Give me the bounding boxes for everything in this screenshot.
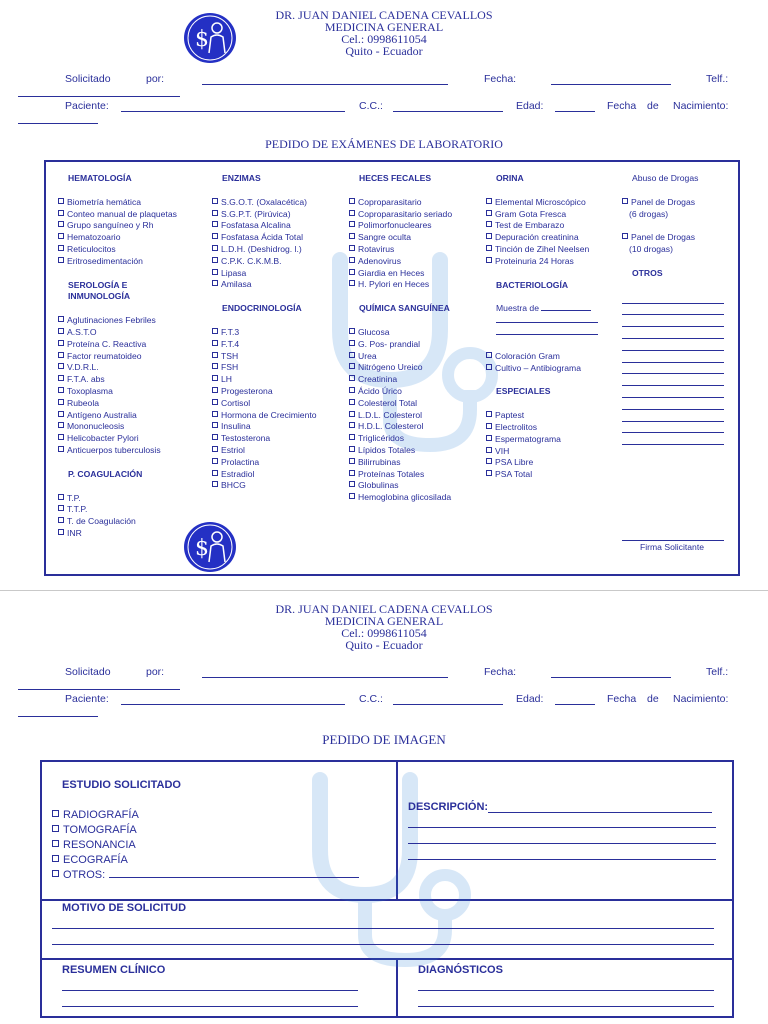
lab-item[interactable]: C.P.K. C.K.M.B. bbox=[212, 256, 317, 268]
especiales-heading: ESPECIALES bbox=[496, 386, 551, 397]
lab-item[interactable]: Polimorfonucleares bbox=[349, 220, 452, 232]
lab-item[interactable]: VIH bbox=[486, 446, 598, 458]
lab-item[interactable]: Creatinina bbox=[349, 374, 452, 386]
lab-item[interactable]: Antígeno Australia bbox=[58, 410, 177, 422]
descripcion-line[interactable] bbox=[408, 827, 716, 828]
otros-line[interactable] bbox=[622, 327, 724, 339]
edad-label: Edad: bbox=[516, 693, 544, 705]
fecha-label: Fecha: bbox=[484, 73, 517, 85]
lab-item[interactable]: Hematozoario bbox=[58, 232, 177, 244]
orina-heading: ORINA bbox=[496, 173, 524, 183]
lab-item[interactable]: Fosfatasa Alcalina bbox=[212, 220, 317, 232]
lab-item[interactable]: Lipasa bbox=[212, 268, 317, 280]
fecha-field[interactable] bbox=[551, 84, 671, 85]
lab-item[interactable]: TSH bbox=[212, 351, 317, 363]
lab-item[interactable]: Hormona de Crecimiento bbox=[212, 410, 317, 422]
imagen-item[interactable]: ECOGRAFÍA bbox=[52, 853, 359, 868]
imagen-item[interactable]: RESONANCIA bbox=[52, 838, 359, 853]
imagen-title: PEDIDO DE IMAGEN bbox=[322, 732, 446, 747]
lab-item[interactable]: Bilirrubinas bbox=[349, 457, 452, 469]
otros-line[interactable] bbox=[622, 363, 724, 375]
diagnosticos-heading: DIAGNÓSTICOS bbox=[418, 964, 503, 976]
specialty: MEDICINA GENERAL bbox=[324, 614, 444, 628]
cc-label: C.C.: bbox=[359, 100, 383, 112]
imagen-otros-label: OTROS: bbox=[63, 869, 106, 881]
paciente-label: Paciente: bbox=[65, 100, 109, 112]
city: Quito - Ecuador bbox=[345, 44, 423, 58]
lab-item[interactable]: Nitrógeno Ureico bbox=[349, 362, 452, 374]
lab-item[interactable]: Lípidos Totales bbox=[349, 445, 452, 457]
page-divider bbox=[0, 590, 768, 591]
lab-item[interactable]: Paptest bbox=[486, 410, 598, 422]
lab-item[interactable]: F.T.A. abs bbox=[58, 374, 177, 386]
otros-line[interactable] bbox=[622, 339, 724, 351]
col-orina bbox=[486, 173, 598, 481]
lab-item[interactable]: Coproparasitario bbox=[349, 197, 452, 209]
lab-title: PEDIDO DE EXÁMENES DE LABORATORIO bbox=[265, 137, 503, 151]
lab-item[interactable]: Amilasa bbox=[212, 279, 317, 291]
solicitado-label: Solicitado bbox=[65, 666, 111, 678]
edad-field[interactable] bbox=[555, 704, 595, 705]
lab-item[interactable]: T. de Coagulación bbox=[58, 516, 177, 528]
descripcion-line[interactable] bbox=[408, 859, 716, 860]
descripcion-field[interactable] bbox=[488, 812, 712, 813]
lab-item[interactable]: Glucosa bbox=[349, 327, 452, 339]
de-label: de bbox=[647, 100, 659, 112]
lab-item[interactable]: Test de Embarazo bbox=[486, 220, 598, 232]
endocrinologia-heading: ENDOCRINOLOGÍA bbox=[222, 303, 302, 314]
lab-item[interactable]: Proteinuria 24 Horas bbox=[486, 256, 598, 268]
lab-item[interactable]: Anticuerpos tuberculosis bbox=[58, 445, 177, 457]
otros-heading: OTROS bbox=[632, 267, 663, 278]
lab-item[interactable]: Aglutinaciones Febriles bbox=[58, 315, 177, 327]
lab-item[interactable]: G. Pos- prandial bbox=[349, 339, 452, 351]
col-heces bbox=[349, 173, 452, 504]
estudio-list bbox=[52, 808, 359, 883]
lab-item[interactable]: Electrolitos bbox=[486, 422, 598, 434]
paciente-label: Paciente: bbox=[65, 693, 109, 705]
muestra-field[interactable] bbox=[541, 303, 591, 311]
muestra-line-2[interactable] bbox=[496, 315, 598, 323]
lab-item[interactable]: Conteo manual de plaquetas bbox=[58, 209, 177, 221]
lab-item[interactable]: PSA Total bbox=[486, 469, 598, 481]
lab-item[interactable]: H.D.L. Colesterol bbox=[349, 421, 452, 433]
fecha-nac-label: Fecha bbox=[607, 100, 637, 112]
lab-item[interactable]: BHCG bbox=[212, 480, 317, 492]
imagen-otros-field[interactable] bbox=[109, 868, 359, 878]
nacimiento-field[interactable] bbox=[18, 123, 98, 124]
lab-item[interactable]: Factor reumatoideo bbox=[58, 351, 177, 363]
lab-item[interactable]: Elemental Microscópico bbox=[486, 197, 598, 209]
nacimiento-field[interactable] bbox=[18, 716, 98, 717]
quimica-heading: QUÍMICA SANGUÍNEA bbox=[359, 303, 450, 314]
muestra-line-3[interactable] bbox=[496, 327, 598, 335]
lab-item[interactable]: Mononucleosis bbox=[58, 421, 177, 433]
lab-item[interactable]: Giardia en Heces bbox=[349, 268, 452, 280]
solicitado-field[interactable] bbox=[202, 677, 448, 678]
lab-item[interactable]: Coloración Gram bbox=[486, 351, 598, 363]
lab-item[interactable]: Estradiol bbox=[212, 469, 317, 481]
lab-item[interactable]: Rubeola bbox=[58, 398, 177, 410]
lab-item[interactable]: Prolactina bbox=[212, 457, 317, 469]
lab-item[interactable]: Sangre oculta bbox=[349, 232, 452, 244]
solicitado-label: Solicitado bbox=[65, 73, 111, 85]
telf-label: Telf.: bbox=[706, 73, 729, 85]
fecha-label: Fecha: bbox=[484, 666, 517, 678]
paciente-field[interactable] bbox=[121, 111, 345, 112]
otros-line[interactable] bbox=[622, 422, 724, 434]
diagnosticos-line[interactable] bbox=[418, 990, 714, 991]
imagen-item[interactable]: TOMOGRAFÍA bbox=[52, 823, 359, 838]
firma-line[interactable] bbox=[622, 540, 724, 541]
otros-line[interactable] bbox=[622, 410, 724, 422]
lab-item[interactable]: Espermatograma bbox=[486, 434, 598, 446]
lab-item[interactable]: Biometría hemática bbox=[58, 197, 177, 209]
heces-heading: HECES FECALES bbox=[359, 173, 432, 183]
telf-field[interactable] bbox=[18, 689, 180, 690]
motivo-line[interactable] bbox=[52, 928, 714, 929]
cc-field[interactable] bbox=[393, 704, 503, 705]
svg-text:$: $ bbox=[195, 536, 209, 561]
lab-item[interactable]: Tinción de Zihel Neelsen bbox=[486, 244, 598, 256]
motivo-heading: MOTIVO DE SOLICITUD bbox=[62, 902, 187, 914]
phone: Cel.: 0998611054 bbox=[341, 32, 427, 46]
lab-item[interactable]: Testosterona bbox=[212, 433, 317, 445]
lab-item[interactable]: Toxoplasma bbox=[58, 386, 177, 398]
lab-item[interactable]: Eritrosedimentación bbox=[58, 256, 177, 268]
otros-line[interactable] bbox=[622, 304, 724, 316]
de-label: de bbox=[647, 693, 659, 705]
otros-line[interactable] bbox=[622, 315, 724, 327]
motivo-line[interactable] bbox=[52, 944, 714, 945]
lab-item[interactable]: Rotavirus bbox=[349, 244, 452, 256]
lab-item[interactable]: S.G.P.T. (Pirúvica) bbox=[212, 209, 317, 221]
otros-line[interactable] bbox=[622, 292, 724, 304]
lab-item[interactable]: PSA Libre bbox=[486, 457, 598, 469]
lab-item[interactable]: F.T.3 bbox=[212, 327, 317, 339]
lab-item[interactable]: H. Pylori en Heces bbox=[349, 279, 452, 291]
lab-item[interactable]: Hemoglobina glicosilada bbox=[349, 492, 452, 504]
bacteriologia-heading: BACTERIOLOGÍA bbox=[496, 279, 569, 290]
lab-item[interactable]: Gram Gota Fresca bbox=[486, 209, 598, 221]
lab-item[interactable]: Coproparasitario seriado bbox=[349, 209, 452, 221]
doctor-header bbox=[0, 9, 768, 57]
cc-field[interactable] bbox=[393, 111, 503, 112]
lab-item[interactable]: Reticulocitos bbox=[58, 244, 177, 256]
estudio-heading: ESTUDIO SOLICITADO bbox=[62, 779, 181, 791]
por-label: por: bbox=[146, 666, 165, 678]
enzimas-heading: ENZIMAS bbox=[222, 173, 261, 183]
nacimiento-label: Nacimiento: bbox=[673, 693, 729, 705]
lab-item[interactable]: Proteínas Totales bbox=[349, 469, 452, 481]
specialty: MEDICINA GENERAL bbox=[324, 20, 444, 34]
muestra-label: Muestra de bbox=[496, 303, 539, 314]
firma-label: Firma Solicitante bbox=[640, 542, 704, 552]
serologia-heading-2: INMUNOLOGÍA bbox=[68, 291, 131, 302]
lab-item[interactable]: Depuración creatinina bbox=[486, 232, 598, 244]
lab-item[interactable]: V.D.R.L. bbox=[58, 362, 177, 374]
lab-item[interactable]: L.D.L. Colesterol bbox=[349, 410, 452, 422]
fecha-nac-label: Fecha bbox=[607, 693, 637, 705]
coagulacion-heading: P. COAGULACIÓN bbox=[68, 468, 143, 479]
lab-item[interactable]: Urea bbox=[349, 351, 452, 363]
lab-item[interactable]: Fosfatasa Ácida Total bbox=[212, 232, 317, 244]
svg-text:$: $ bbox=[195, 27, 209, 52]
otros-line[interactable] bbox=[622, 433, 724, 445]
lab-item[interactable]: LH bbox=[212, 374, 317, 386]
imagen-otros[interactable] bbox=[52, 868, 359, 883]
doctor-name: DR. JUAN DANIEL CADENA CEVALLOS bbox=[275, 602, 493, 616]
panel1-note: (6 drogas) bbox=[629, 208, 669, 219]
paciente-field[interactable] bbox=[121, 704, 345, 705]
telf-field[interactable] bbox=[18, 96, 180, 97]
telf-label: Telf.: bbox=[706, 666, 729, 678]
lab-item[interactable]: Grupo sanguíneo y Rh bbox=[58, 220, 177, 232]
cc-label: C.C.: bbox=[359, 693, 383, 705]
drogas-heading: Abuso de Drogas bbox=[632, 173, 699, 183]
lab-item[interactable]: L.D.H. (Deshidrog. l.) bbox=[212, 244, 317, 256]
solicitado-field[interactable] bbox=[202, 84, 448, 85]
lab-item[interactable]: Cultivo – Antibiograma bbox=[486, 363, 598, 375]
descripcion-line[interactable] bbox=[408, 843, 716, 844]
lab-item[interactable]: Insulina bbox=[212, 421, 317, 433]
doctor-name: DR. JUAN DANIEL CADENA CEVALLOS bbox=[275, 8, 493, 22]
lab-item[interactable]: INR bbox=[58, 528, 177, 540]
muestra-row bbox=[486, 303, 598, 315]
lab-item[interactable]: Triglicéridos bbox=[349, 433, 452, 445]
lab-item[interactable]: Colesterol Total bbox=[349, 398, 452, 410]
descripcion-heading: DESCRIPCIÓN: bbox=[408, 801, 489, 813]
lab-item[interactable]: Globulinas bbox=[349, 480, 452, 492]
lab-item[interactable]: FSH bbox=[212, 362, 317, 374]
lab-item[interactable]: Estriol bbox=[212, 445, 317, 457]
otros-line[interactable] bbox=[622, 386, 724, 398]
otros-line[interactable] bbox=[622, 374, 724, 386]
lab-item[interactable]: T.T.P. bbox=[58, 504, 177, 516]
lab-item[interactable]: Cortisol bbox=[212, 398, 317, 410]
serologia-heading-1: SEROLOGÍA E bbox=[68, 279, 128, 290]
lab-item[interactable]: Ácido Úrico bbox=[349, 386, 452, 398]
col-drogas bbox=[622, 173, 724, 445]
medical-logo-icon bbox=[184, 522, 236, 572]
por-label: por: bbox=[146, 73, 165, 85]
otros-line[interactable] bbox=[622, 398, 724, 410]
lab-item[interactable]: Progesterona bbox=[212, 386, 317, 398]
lab-item[interactable]: Panel de Drogas bbox=[622, 232, 724, 244]
city: Quito - Ecuador bbox=[345, 638, 423, 652]
otros-line[interactable] bbox=[622, 351, 724, 363]
lab-item[interactable]: Helicobacter Pylori bbox=[58, 433, 177, 445]
phone: Cel.: 0998611054 bbox=[341, 626, 427, 640]
lab-item[interactable]: F.T.4 bbox=[212, 339, 317, 351]
diagnosticos-line[interactable] bbox=[418, 1006, 714, 1007]
imagen-item[interactable]: RADIOGRAFÍA bbox=[52, 808, 359, 823]
lab-item[interactable]: Proteína C. Reactiva bbox=[58, 339, 177, 351]
lab-item[interactable]: A.S.T.O bbox=[58, 327, 177, 339]
lab-item[interactable]: Panel de Drogas bbox=[622, 197, 724, 209]
lab-item[interactable]: Adenovirus bbox=[349, 256, 452, 268]
lab-item[interactable]: T.P. bbox=[58, 493, 177, 505]
col-enzimas bbox=[212, 173, 317, 492]
resumen-line[interactable] bbox=[62, 1006, 358, 1007]
edad-label: Edad: bbox=[516, 100, 544, 112]
col-hematologia bbox=[58, 173, 177, 540]
panel2-note: (10 drogas) bbox=[629, 244, 673, 255]
nacimiento-label: Nacimiento: bbox=[673, 100, 729, 112]
edad-field[interactable] bbox=[555, 111, 595, 112]
resumen-line[interactable] bbox=[62, 990, 358, 991]
lab-item[interactable]: S.G.O.T. (Oxalacética) bbox=[212, 197, 317, 209]
hematologia-heading: HEMATOLOGÍA bbox=[68, 173, 132, 183]
fecha-field[interactable] bbox=[551, 677, 671, 678]
resumen-heading: RESUMEN CLÍNICO bbox=[62, 964, 166, 976]
doctor-header-2 bbox=[0, 603, 768, 651]
